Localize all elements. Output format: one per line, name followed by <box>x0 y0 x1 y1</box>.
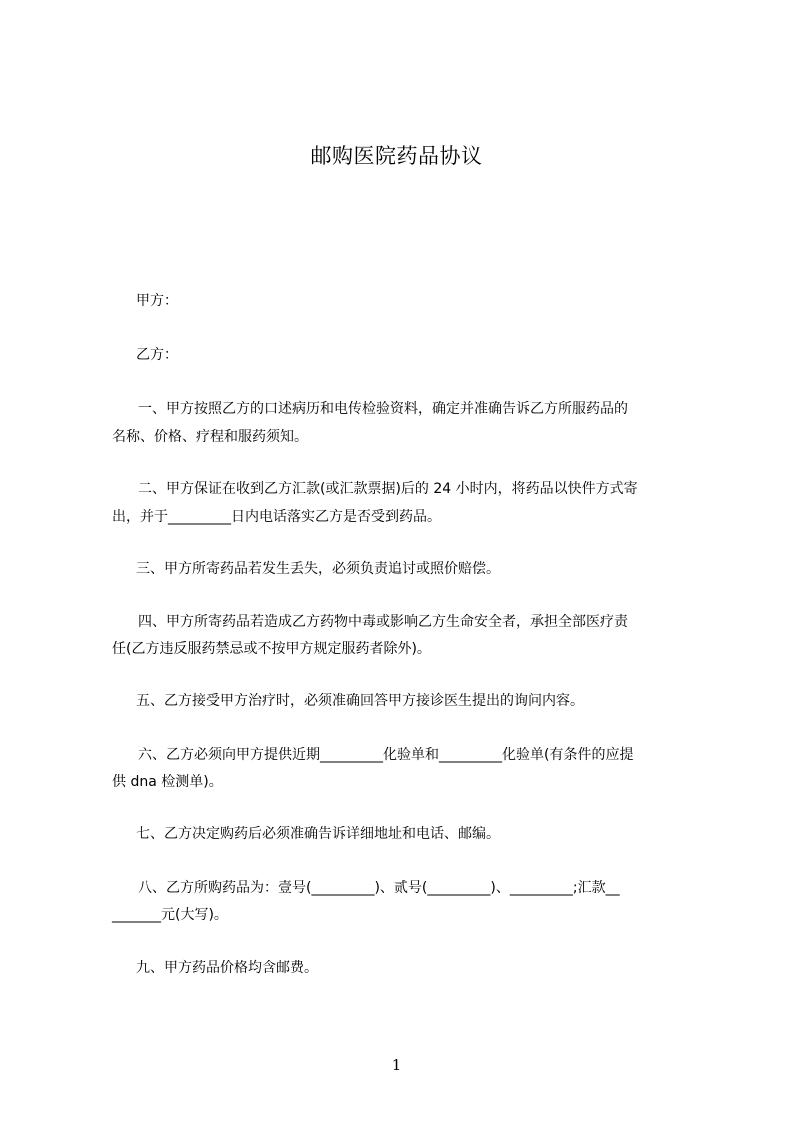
clause-2-line-2: 出，并于_________日内电话落实乙方是否受到药品。 <box>112 509 441 525</box>
party-b-label: 乙方： <box>136 347 178 363</box>
clause-2-line-1: 二、甲方保证在收到乙方汇款(或汇款票据)后的 24 小时内，将药品以快件方式寄 <box>138 481 638 497</box>
page-number: 1 <box>391 1056 402 1074</box>
clause-4-line-1: 四、甲方所寄药品若造成乙方药物中毒或影响乙方生命安全者，承担全部医疗责 <box>138 614 628 630</box>
clause-1-line-2: 名称、价格、疗程和服药须知。 <box>112 429 308 445</box>
clause-6-line-1: 六、乙方必须向甲方提供近期_________化验单和_________化验单(有条件的应提 <box>138 747 634 763</box>
clause-5-line-1: 五、乙方接受甲方治疗时，必须准确回答甲方接诊医生提出的询问内容。 <box>136 693 584 709</box>
document-title: 邮购医院药品协议 <box>310 144 483 168</box>
clause-9-line-1: 九、甲方药品价格均含邮费。 <box>136 960 318 976</box>
clause-6-line-2: 供 dna 检测单)。 <box>112 774 223 790</box>
clause-3-line-1: 三、甲方所寄药品若发生丢失，必须负责追讨或照价赔偿。 <box>136 561 500 577</box>
clause-7-line-1: 七、乙方决定购药后必须准确告诉详细地址和电话、邮编。 <box>136 826 500 842</box>
clause-8-line-2: _______元(大写)。 <box>112 907 228 923</box>
party-a-label: 甲方： <box>136 293 178 309</box>
clause-1-line-1: 一、甲方按照乙方的口述病历和电传检验资料，确定并准确告诉乙方所服药品的 <box>138 401 628 417</box>
clause-4-line-2: 任(乙方违反服药禁忌或不按甲方规定服药者除外)。 <box>112 641 431 657</box>
clause-8-line-1: 八、乙方所购药品为：壹号(_________)、贰号(_________)、_________;汇款__ <box>138 880 620 896</box>
